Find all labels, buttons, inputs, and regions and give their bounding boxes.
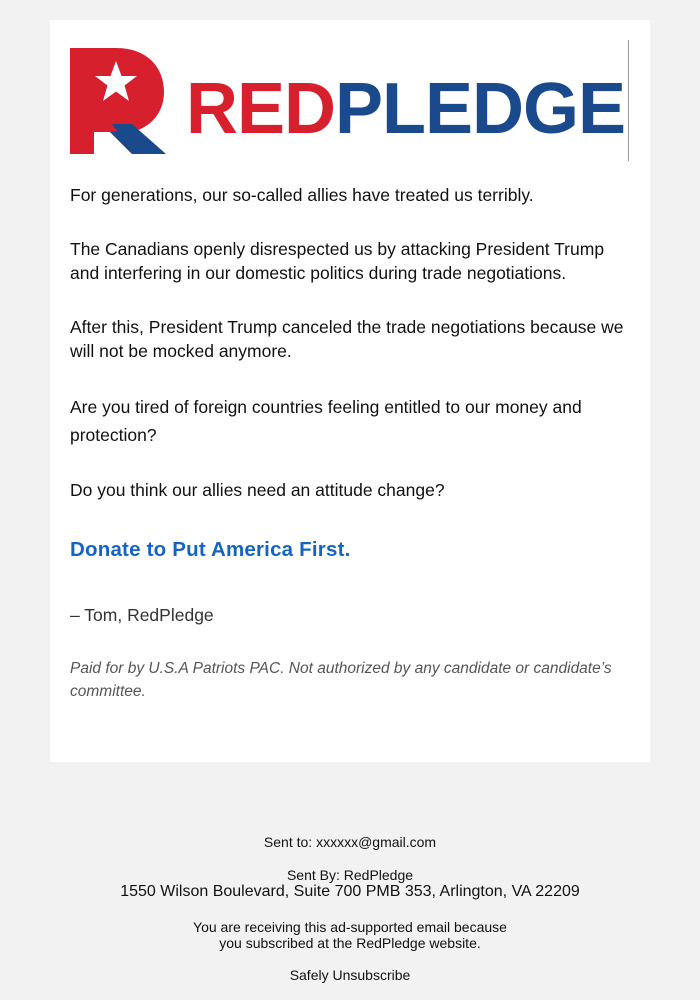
logo-text-blue: PLEDGE bbox=[335, 69, 626, 149]
sent-to-text: Sent to: xxxxxx@gmail.com bbox=[263, 834, 437, 850]
subscription-reason: you subscribed at the RedPledge website. bbox=[219, 935, 481, 951]
sent-by-text: Sent By: RedPledge bbox=[286, 867, 414, 883]
logo-divider bbox=[628, 40, 629, 161]
message-paragraph: For generations, our so-called allies have treated us terribly. bbox=[70, 185, 534, 205]
paid-for-disclaimer: Paid for by U.S.A Patriots PAC. Not authorized by any candidate or candidate’s committee. bbox=[70, 660, 612, 700]
email-card bbox=[50, 20, 650, 762]
svg-text:REDPLEDGE bbox=[186, 69, 625, 149]
r-mark-icon bbox=[70, 48, 166, 154]
donate-link[interactable]: Donate to Put America First. bbox=[70, 538, 351, 561]
message-paragraph: Do you think our allies need an attitude change? bbox=[70, 480, 445, 500]
message-paragraph: After this, President Trump canceled the trade negotiations because we will not be mocked anymore. bbox=[70, 317, 624, 361]
signature: – Tom, RedPledge bbox=[70, 605, 214, 625]
redpledge-logo bbox=[70, 48, 630, 158]
message-paragraph: Are you tired of foreign countries feeling entitled to our money and protection? bbox=[70, 397, 582, 445]
unsubscribe-link[interactable]: Safely Unsubscribe bbox=[289, 967, 411, 983]
message-paragraph: The Canadians openly disrespected us by attacking President Trump and interfering in our domestic politics during trade negotiations. bbox=[70, 239, 605, 283]
logo-text-red: RED bbox=[186, 69, 336, 149]
sender-address: 1550 Wilson Boulevard, Suite 700 PMB 353, Arlington, VA 22209 bbox=[120, 883, 580, 900]
subscription-reason: You are receiving this ad-supported email because bbox=[193, 919, 507, 935]
